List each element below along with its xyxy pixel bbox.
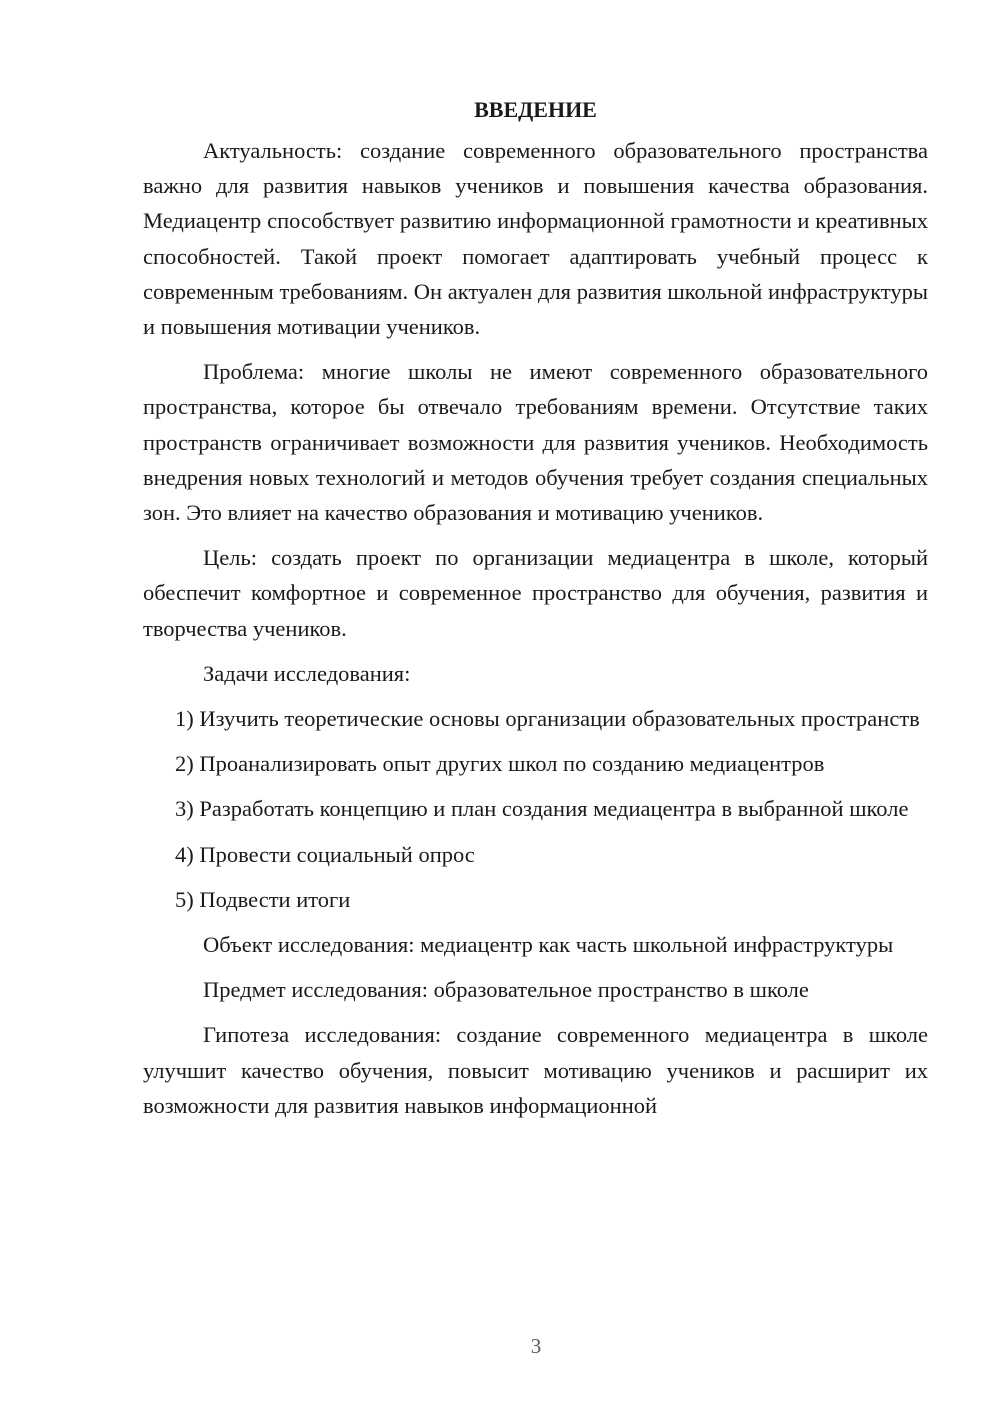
paragraph-relevance: Актуальность: создание современного образовательного пространства важно для развития навыков учеников и повышения качества образования. Медиацентр способствует развитию информационной грамотности и креативных способностей. Такой проект помогает адаптировать учебный процесс к современным требованиям. Он актуален для развития школьной инфраструктуры и повышения мотивации учеников.: [143, 138, 928, 340]
paragraph-hypothesis: Гипотеза исследования: создание современного медиацентра в школе улучшит качество обучения, повысит мотивацию учеников и расширит их возможности для развития навыков информационной: [143, 1022, 928, 1118]
page-number: 3: [530, 1334, 542, 1358]
paragraph-tasks-intro: Задачи исследования:: [203, 660, 411, 686]
paragraph-problem: Проблема: многие школы не имеют современного образовательного пространства, которое бы отвечало требованиям времени. Отсутствие таких пространств ограничивает возможности для развития учеников. Необходимость внедрения новых технологий и методов обучения требует создания специальных зон. Это влияет на качество образования и мотивацию учеников.: [143, 359, 928, 526]
task-item-2: 2) Проанализировать опыт других школ по созданию медиацентров: [175, 751, 825, 777]
task-item-5: 5) Подвести итоги: [175, 886, 351, 912]
task-item-1: 1) Изучить теоретические основы организации образовательных пространств: [175, 706, 920, 732]
section-heading: ВВЕДЕНИЕ: [474, 97, 597, 122]
page-content: [143, 92, 928, 1133]
paragraph-object: Объект исследования: медиацентр как часть школьной инфраструктуры: [203, 932, 894, 958]
task-item-3: 3) Разработать концепцию и план создания медиацентра в выбранной школе: [175, 796, 909, 822]
paragraph-goal: Цель: создать проект по организации медиацентра в школе, который обеспечит комфортное и современное пространство для обучения, развития и творчества учеников.: [143, 545, 928, 641]
paragraph-subject: Предмет исследования: образовательное пространство в школе: [203, 977, 809, 1003]
task-item-4: 4) Провести социальный опрос: [175, 841, 475, 867]
